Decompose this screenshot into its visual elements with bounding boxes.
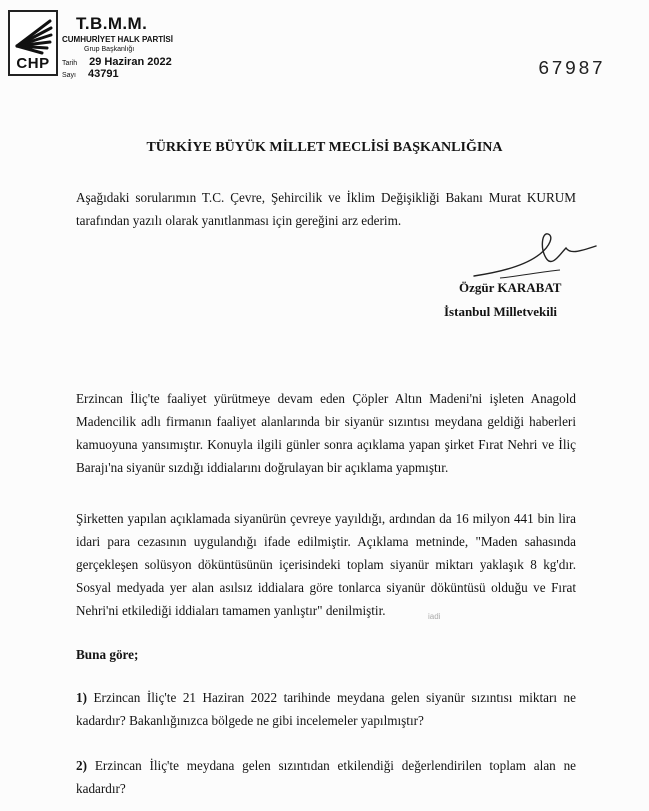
- stamp-office: Grup Başkanlığı: [84, 46, 135, 53]
- document-number: 67987: [538, 58, 606, 80]
- question-number: 1): [76, 690, 87, 705]
- lead-text: Buna göre;: [76, 647, 139, 662]
- question-item: [76, 686, 576, 732]
- signatory-title: İstanbul Milletvekili: [444, 304, 558, 319]
- chp-logo: [8, 10, 58, 76]
- stamp-party: CUMHURİYET HALK PARTİSİ: [62, 35, 173, 44]
- question-item: [76, 754, 576, 800]
- document-title: TÜRKİYE BÜYÜK MİLLET MECLİSİ BAŞKANLIĞINA: [146, 140, 503, 155]
- question-text: Erzincan İliç'te meydana gelen sızıntıdan etkilendiği değerlendirilen toplam alan ne kadardır?: [76, 758, 577, 796]
- question-text: Erzincan İliç'te 21 Haziran 2022 tarihinde meydana gelen siyanür sızıntısı miktarı ne kadardır? Bakanlığınızca bölgede ne gibi incelemeler yapılmıştır?: [76, 690, 576, 728]
- stamp-date-row: [62, 56, 172, 68]
- question-number: 2): [76, 758, 87, 773]
- body-paragraph: Erzincan İliç'te faaliyet yürütmeye devam eden Çöpler Altın Madeni'ni işleten Anagold Madencilik adlı firmanın faaliyet alanlarında bir siyanür sızıntısı meydana geldiği haberleri kamuoyuna yansımıştır. Konuyla ilgili günler sonra açıklama yapan şirket Fırat Nehri ve İliç Barajı'na siyanür sızdığı iddialarını doğrulayan bir açıklama yapmıştır.: [76, 391, 576, 475]
- stamp-organization: T.B.M.M.: [76, 14, 148, 33]
- faint-annotation: iadi: [428, 612, 441, 621]
- stamp-date-value: 29 Haziran 2022: [89, 56, 172, 68]
- stamp-number-label: Sayı: [62, 72, 77, 79]
- six-arrows-icon: [14, 16, 54, 56]
- handwritten-signature: [470, 232, 600, 282]
- logo-label: CHP: [16, 55, 50, 72]
- stamp-date-label: Tarih: [62, 60, 78, 67]
- body-paragraph: Şirketten yapılan açıklamada siyanürün çevreye yayıldığı, ardından da 16 milyon 441 bin lira idari para cezasının uygulandığı ifade edilmiştir. Açıklama metninde, "Maden sahasında gerçekleşen solüsyon döküntüsünün içerisindeki toplam siyanür miktarı yaklaşık 8 kg'dır. Sosyal medyada yer alan asılsız iddialara göre tonlarca siyanür döküntüsü olduğu ve Fırat Nehri'ni etkilediği iddiaları tamamen yanlıştır" denilmiştir.: [76, 511, 576, 618]
- stamp-number-row: [62, 68, 119, 80]
- stamp-number-value: 43791: [87, 68, 119, 80]
- signatory-name: Özgür KARABAT: [459, 280, 562, 295]
- intro-paragraph: Aşağıdaki sorularımın T.C. Çevre, Şehircilik ve İklim Değişikliği Bakanı Murat KURUM tarafından yazılı olarak yanıtlanması için gereğini arz ederim.: [76, 190, 576, 228]
